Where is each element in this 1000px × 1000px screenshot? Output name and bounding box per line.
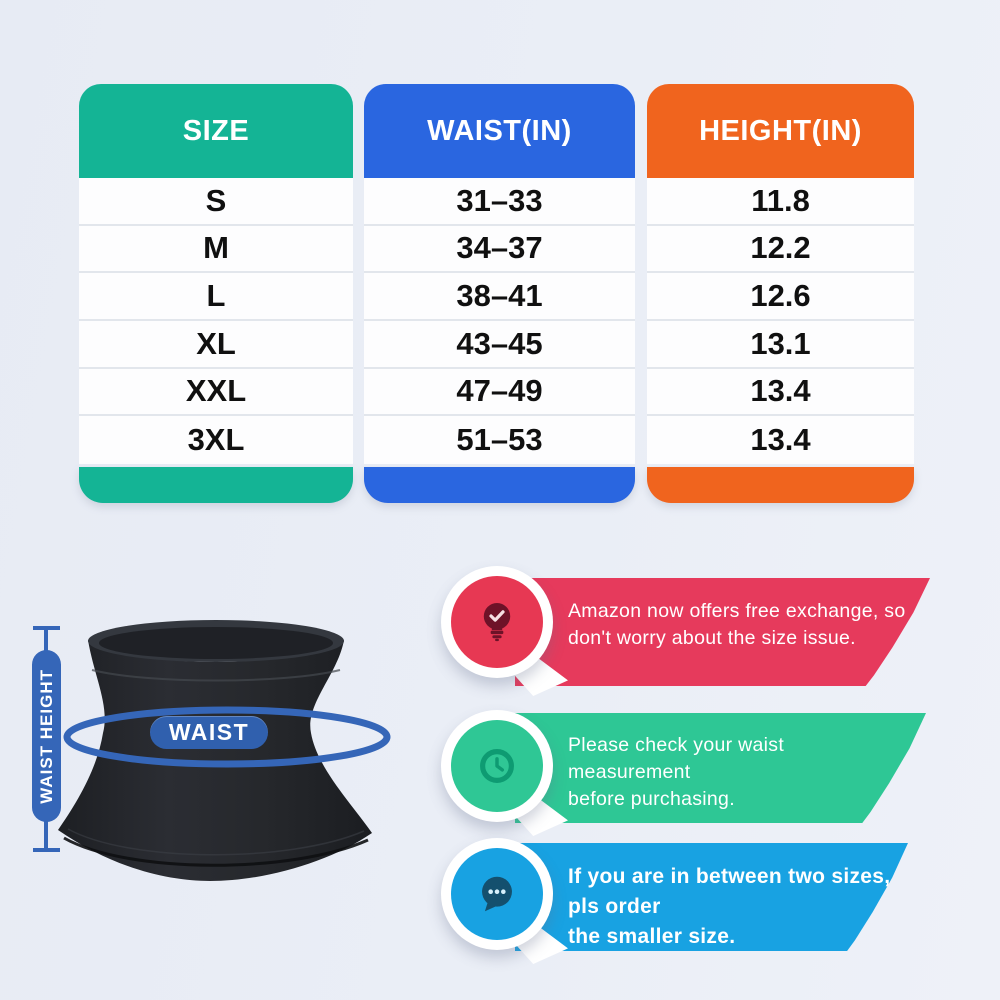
size-cell: XXL bbox=[79, 369, 353, 417]
height-cell: 12.6 bbox=[647, 273, 914, 321]
height-cell: 11.8 bbox=[647, 178, 914, 226]
size-column bbox=[79, 84, 353, 503]
height-column-rows bbox=[647, 178, 914, 464]
height-column-footer-bar bbox=[647, 467, 914, 503]
waist-column-rows bbox=[364, 178, 635, 464]
height-column-header: HEIGHT(IN) bbox=[647, 84, 914, 178]
waist-cell: 31–33 bbox=[364, 178, 635, 226]
note-line: Amazon now offers free exchange, so bbox=[568, 600, 906, 622]
waist-cell: 43–45 bbox=[364, 321, 635, 369]
size-column-rows bbox=[79, 178, 353, 464]
waist-label: WAIST bbox=[168, 719, 250, 745]
height-cell: 13.4 bbox=[750, 422, 811, 458]
note-line: the smaller size. bbox=[568, 925, 736, 948]
size-cell: S bbox=[79, 178, 353, 226]
note-text-exchange bbox=[568, 598, 908, 652]
waist-cell: 47–49 bbox=[364, 369, 635, 417]
height-measure-bottom-tick bbox=[33, 848, 60, 852]
size-cell: 3XL bbox=[187, 422, 245, 458]
clock-icon bbox=[451, 720, 543, 812]
waist-label-pill bbox=[150, 716, 268, 749]
note-line: don't worry about the size issue. bbox=[568, 627, 856, 649]
note-line: If you are in between two sizes, pls order bbox=[568, 865, 891, 918]
note-badge bbox=[441, 710, 553, 822]
height-cell: 13.4 bbox=[647, 369, 914, 417]
note-text-measure bbox=[568, 732, 908, 813]
waist-column bbox=[364, 84, 635, 503]
waist-height-pill bbox=[32, 650, 61, 822]
chat-dots-icon bbox=[451, 848, 543, 940]
size-cell: M bbox=[79, 226, 353, 274]
size-column-header: SIZE bbox=[79, 84, 353, 178]
waist-height-label: WAIST HEIGHT bbox=[36, 668, 56, 804]
note-badge bbox=[441, 838, 553, 950]
size-column-footer-bar bbox=[79, 467, 353, 503]
waist-column-footer-bar bbox=[364, 467, 635, 503]
waist-cell: 51–53 bbox=[456, 422, 543, 458]
waist-cell: 34–37 bbox=[364, 226, 635, 274]
size-cell: XL bbox=[79, 321, 353, 369]
note-line: before purchasing. bbox=[568, 788, 735, 810]
note-line: Please check your waist measurement bbox=[568, 734, 785, 783]
waist-cell: 38–41 bbox=[364, 273, 635, 321]
height-cell: 13.1 bbox=[647, 321, 914, 369]
note-text-between-sizes bbox=[568, 862, 908, 952]
note-badge bbox=[441, 566, 553, 678]
waist-column-header: WAIST(IN) bbox=[364, 84, 635, 178]
height-cell: 12.2 bbox=[647, 226, 914, 274]
lightbulb-check-icon bbox=[451, 576, 543, 668]
height-measure-top-tick bbox=[33, 626, 60, 630]
size-cell: L bbox=[79, 273, 353, 321]
trainer-opening-inside bbox=[99, 627, 333, 659]
height-column bbox=[647, 84, 914, 503]
